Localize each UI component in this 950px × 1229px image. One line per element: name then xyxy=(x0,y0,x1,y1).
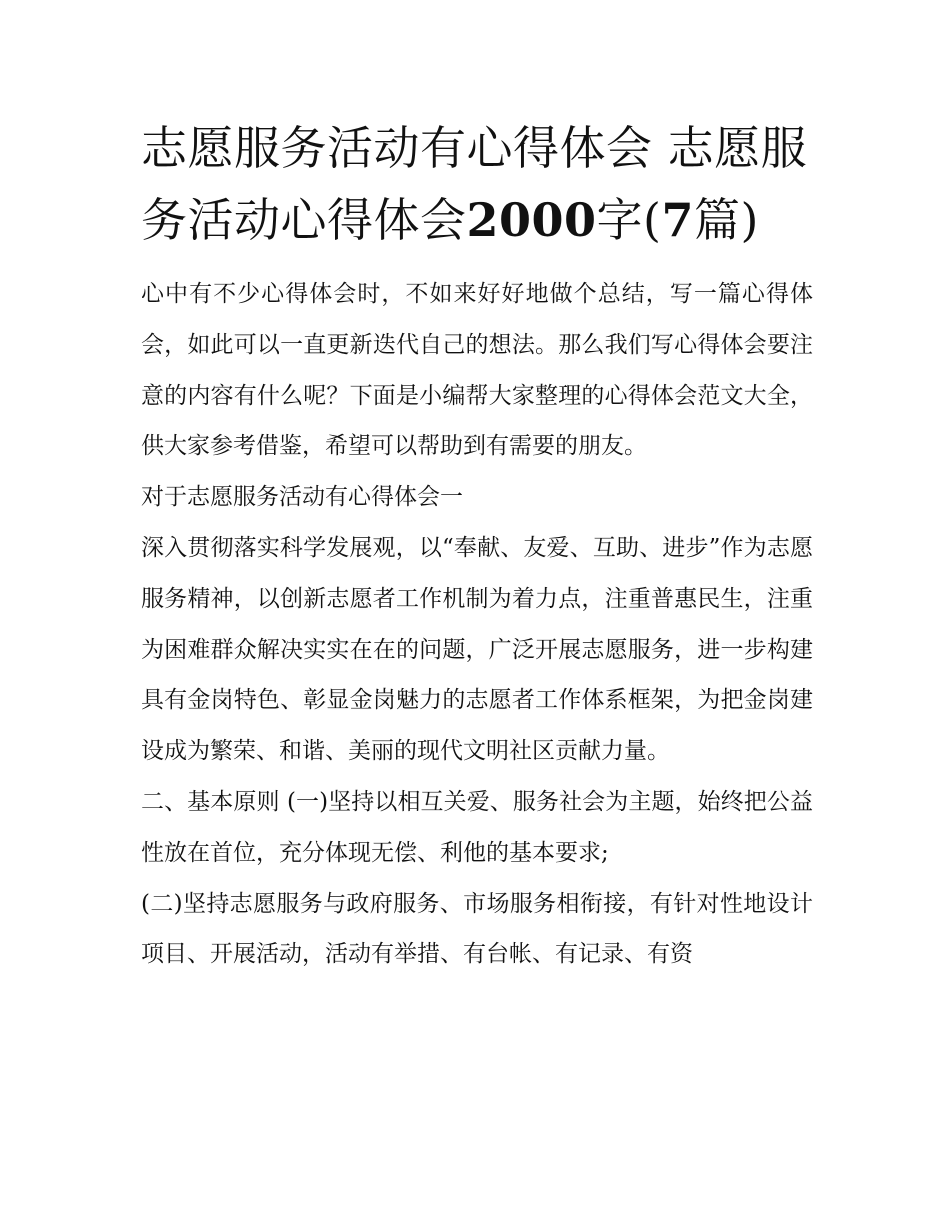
title-text-suffix: 篇) xyxy=(694,193,759,247)
title-text-main: 志愿服务活动有心得体会 志愿服务活动心得体会 xyxy=(141,121,808,247)
document-title xyxy=(141,112,813,256)
title-text-unit: 字( xyxy=(596,193,662,247)
intro-paragraph: 心中有不少心得体会时，不如来好好地做个总结，写一篇心得体会，如此可以一直更新迭代自己的想法。那么我们写心得体会要注意的内容有什么呢？下面是小编帮大家整理的心得体会范文大全，供大家参考借鉴，希望可以帮助到有需要的朋友。 xyxy=(141,281,813,460)
title-text-word-count: 2000 xyxy=(466,193,597,247)
principle-paragraph: 二、基本原则 (一)坚持以相互关爱、服务社会为主题，始终把公益性放在首位，充分体现无偿、利他的基本要求; xyxy=(141,788,813,866)
section-heading: 对于志愿服务活动有心得体会一 xyxy=(141,484,463,511)
title-text-count: 7 xyxy=(661,193,694,247)
principle-paragraph: (二)坚持志愿服务与政府服务、市场服务相衔接，有针对性地设计项目、开展活动，活动有举措、有台帐、有记录、有资 xyxy=(141,890,813,968)
body-paragraph: 深入贯彻落实科学发展观，以“奉献、友爱、互助、进步”作为志愿服务精神，以创新志愿者工作机制为着力点，注重普惠民生，注重为困难群众解决实实在在的问题，广泛开展志愿服务，进一步构建具有金岗特色、彰显金岗魅力的志愿者工作体系框架，为把金岗建设成为繁荣、和谐、美丽的现代文明社区贡献力量。 xyxy=(141,534,813,765)
document-page xyxy=(141,112,813,980)
document-body xyxy=(141,269,813,980)
